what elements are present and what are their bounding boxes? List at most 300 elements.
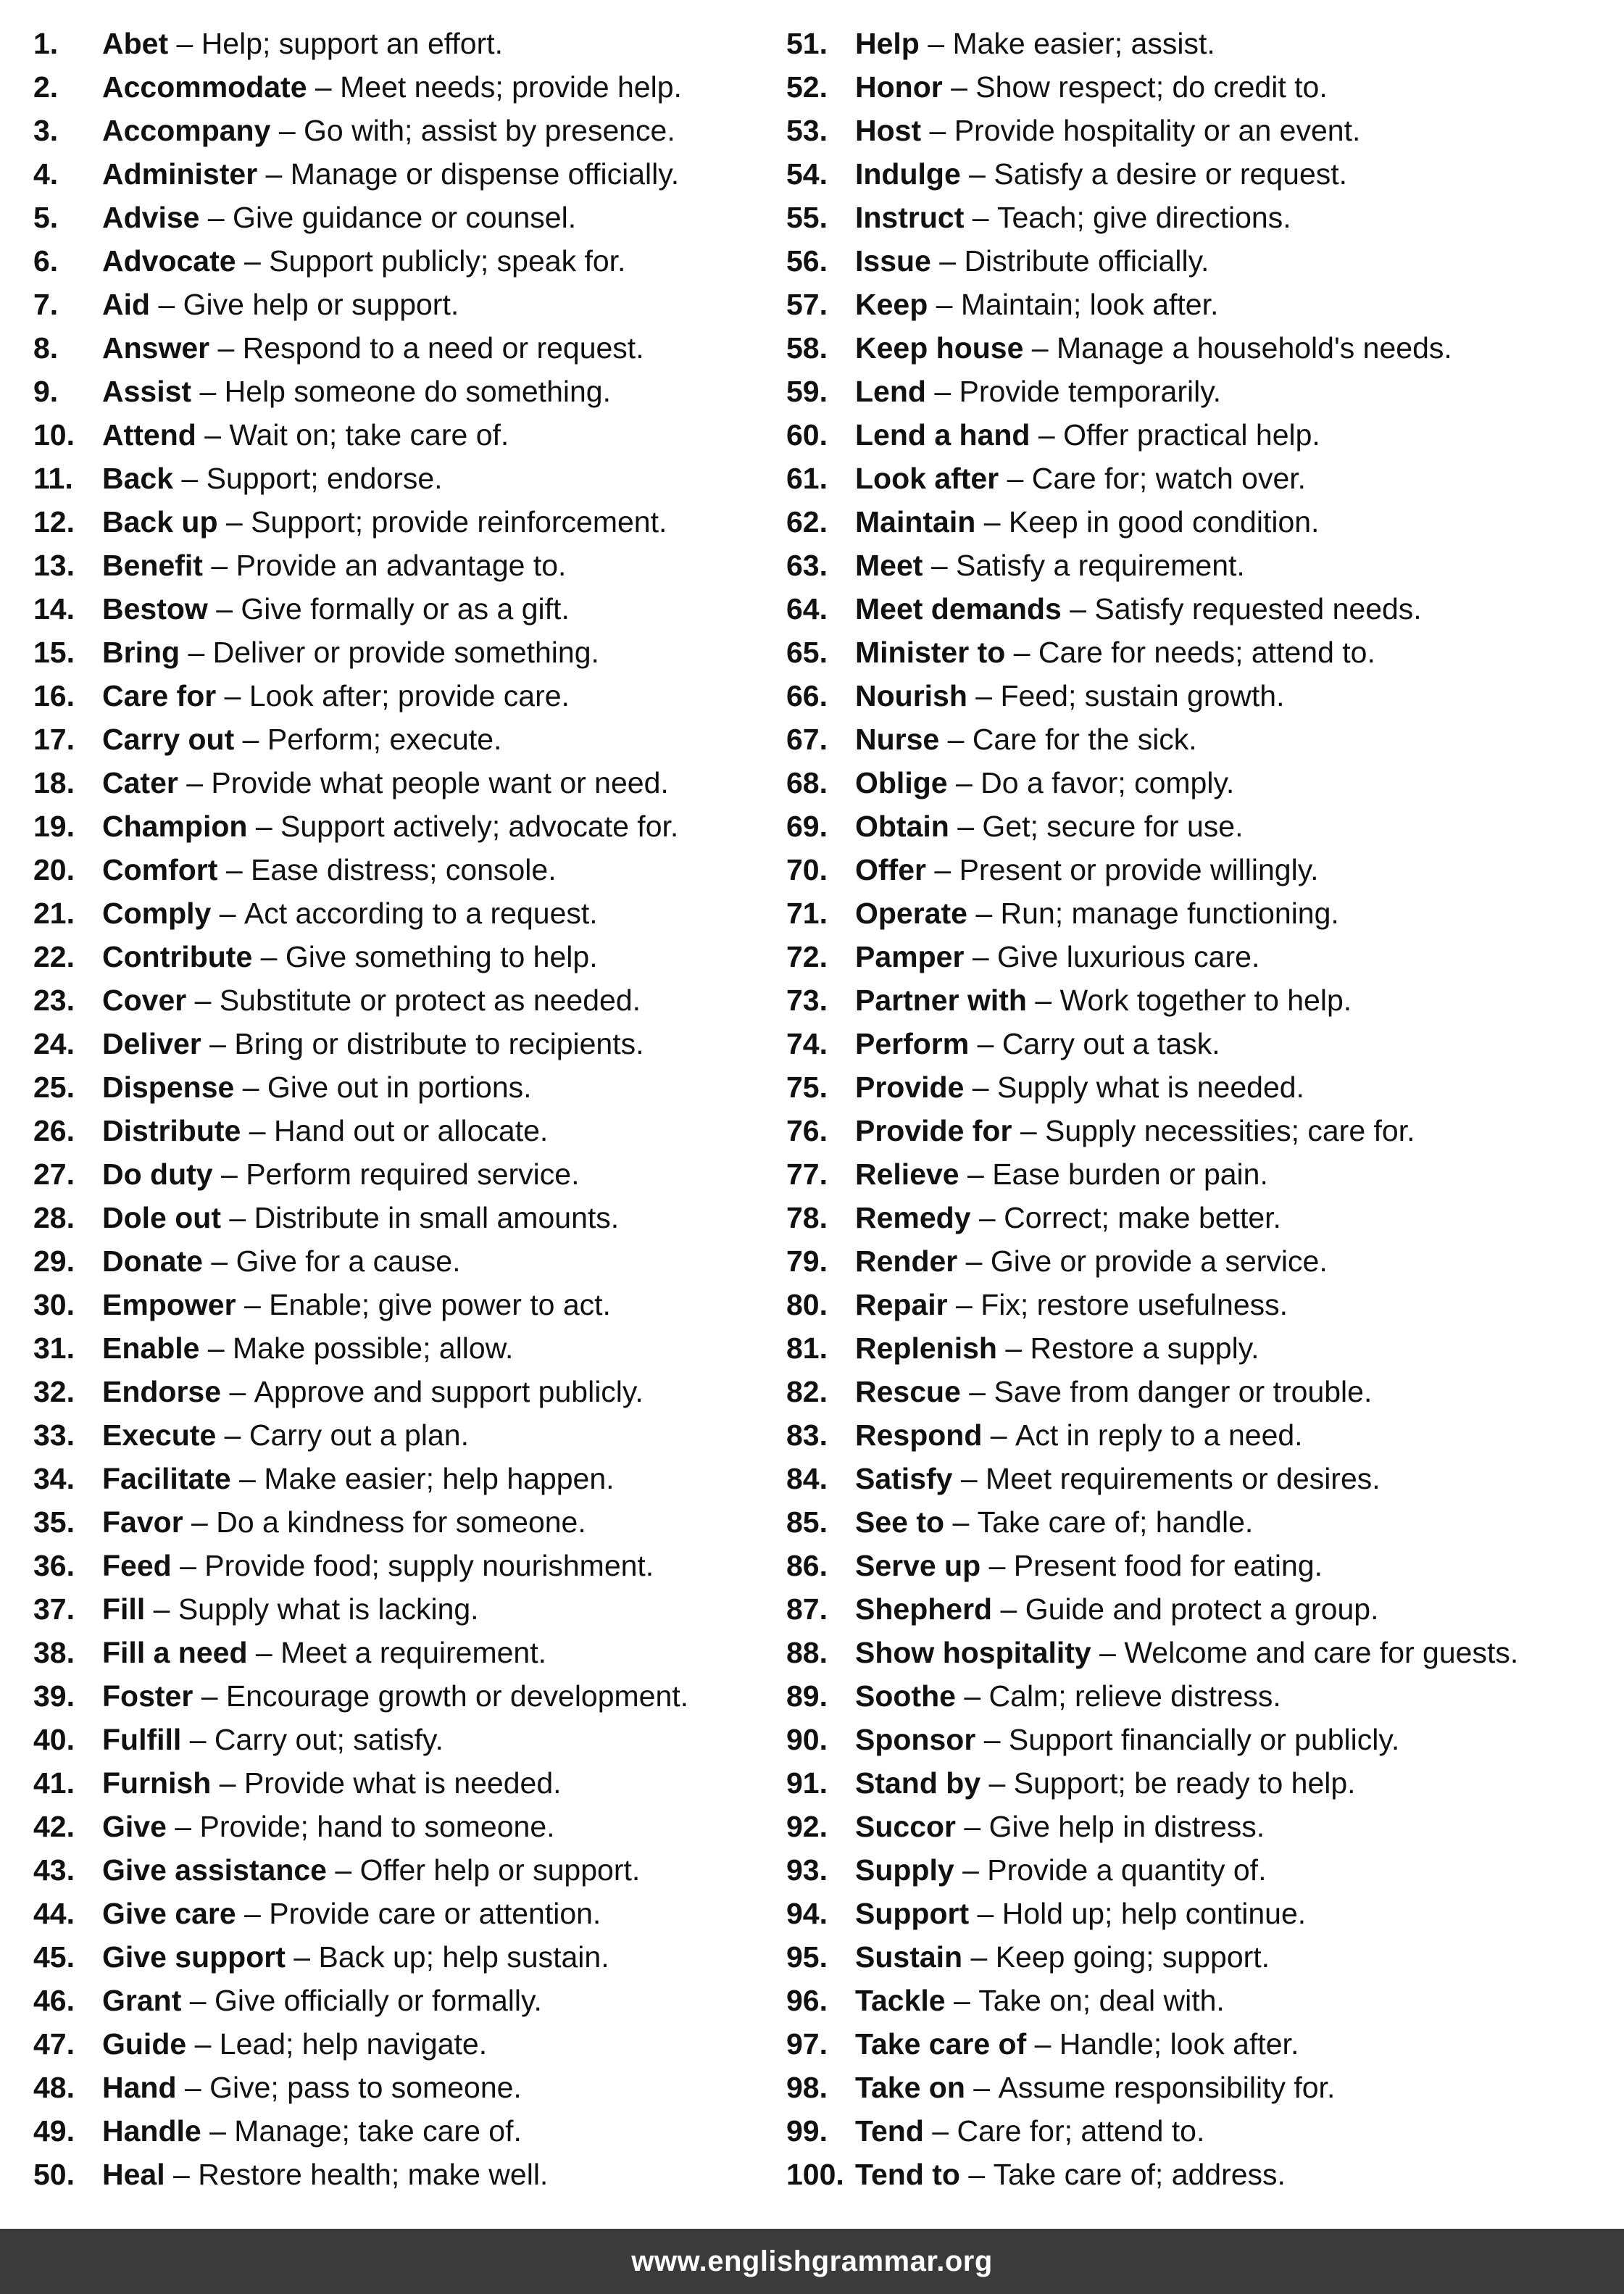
- item-separator: –: [999, 462, 1032, 495]
- list-item: [786, 283, 1624, 326]
- word-list: [0, 22, 1624, 2203]
- item-word: Lend a hand: [855, 418, 1030, 452]
- item-separator: –: [952, 1462, 986, 1495]
- item-word: Take on: [855, 2071, 965, 2104]
- item-definition: Give formally or as a gift.: [241, 592, 570, 626]
- item-separator: –: [964, 201, 997, 234]
- item-number: 3.: [33, 114, 59, 147]
- item-word: Advise: [102, 201, 200, 234]
- item-definition: Give officially or formally.: [214, 1984, 542, 2017]
- item-number: 60.: [786, 418, 828, 452]
- item-number: 28.: [33, 1201, 75, 1234]
- item-separator: –: [178, 766, 212, 799]
- list-item: [786, 413, 1624, 457]
- item-definition: Give something to help.: [285, 940, 598, 973]
- item-separator: –: [171, 1549, 205, 1582]
- item-separator: –: [975, 1723, 1009, 1756]
- item-number: 95.: [786, 1940, 828, 1974]
- item-number: 71.: [786, 897, 828, 930]
- list-item: [786, 1979, 1624, 2022]
- item-word: Cater: [102, 766, 178, 799]
- list-item: [33, 22, 773, 65]
- item-separator: –: [201, 1027, 235, 1060]
- item-word: Feed: [102, 1549, 172, 1582]
- item-word: Soothe: [855, 1679, 956, 1713]
- item-separator: –: [923, 549, 957, 582]
- item-separator: –: [199, 1331, 233, 1365]
- item-definition: Offer practical help.: [1063, 418, 1320, 452]
- list-item: [33, 1500, 773, 1544]
- list-item: [786, 892, 1624, 935]
- item-separator: –: [216, 1418, 249, 1452]
- item-separator: –: [1091, 1636, 1125, 1669]
- item-word: Meet demands: [855, 592, 1062, 626]
- item-number: 40.: [33, 1723, 75, 1756]
- item-word: Supply: [855, 1853, 954, 1887]
- list-item: [786, 544, 1624, 587]
- item-word: Repair: [855, 1288, 948, 1321]
- item-number: 33.: [33, 1418, 75, 1452]
- item-definition: Deliver or provide something.: [212, 636, 599, 669]
- item-word: Abet: [102, 27, 169, 60]
- item-separator: –: [962, 1940, 996, 1974]
- item-separator: –: [1061, 592, 1095, 626]
- item-word: Heal: [102, 2158, 165, 2191]
- list-item: [33, 413, 773, 457]
- list-item: [33, 1892, 773, 1935]
- list-item: [33, 1239, 773, 1283]
- item-number: 99.: [786, 2114, 828, 2148]
- list-item: [33, 1674, 773, 1718]
- item-definition: Carry out; satisfy.: [214, 1723, 444, 1756]
- item-definition: Care for; watch over.: [1031, 462, 1307, 495]
- item-word: Advocate: [102, 244, 236, 278]
- item-number: 81.: [786, 1331, 828, 1365]
- item-word: Accommodate: [102, 70, 307, 104]
- item-definition: Show respect; do credit to.: [975, 70, 1328, 104]
- item-word: Fill a need: [102, 1636, 248, 1669]
- item-number: 68.: [786, 766, 828, 799]
- item-number: 63.: [786, 549, 828, 582]
- item-separator: –: [230, 1462, 265, 1495]
- item-word: Stand by: [855, 1766, 981, 1800]
- item-number: 12.: [33, 505, 75, 539]
- item-definition: Offer help or support.: [359, 1853, 641, 1887]
- item-word: Sponsor: [855, 1723, 976, 1756]
- item-word: Favor: [102, 1505, 183, 1539]
- item-definition: Manage a household's needs.: [1056, 331, 1452, 365]
- item-separator: –: [955, 1679, 989, 1713]
- list-item: [33, 239, 773, 283]
- list-item: [786, 587, 1624, 631]
- item-definition: Back up; help sustain.: [318, 1940, 609, 1974]
- list-item: [33, 1631, 773, 1674]
- item-number: 34.: [33, 1462, 75, 1495]
- item-word: Facilitate: [102, 1462, 231, 1495]
- item-word: Look after: [855, 462, 999, 495]
- item-word: Execute: [102, 1418, 217, 1452]
- item-number: 58.: [786, 331, 828, 365]
- item-separator: –: [925, 375, 959, 408]
- list-item: [786, 1283, 1624, 1326]
- item-number: 83.: [786, 1418, 828, 1452]
- item-number: 78.: [786, 1201, 828, 1234]
- item-number: 4.: [33, 157, 59, 191]
- item-definition: Give or provide a service.: [990, 1244, 1328, 1278]
- list-item: [33, 674, 773, 718]
- item-number: 94.: [786, 1897, 828, 1930]
- item-separator: –: [965, 2071, 999, 2104]
- list-item: [786, 631, 1624, 674]
- item-definition: Ease distress; console.: [251, 853, 557, 886]
- item-number: 73.: [786, 984, 828, 1017]
- item-definition: Perform required service.: [246, 1158, 580, 1191]
- item-definition: Do a kindness for someone.: [216, 1505, 586, 1539]
- item-number: 64.: [786, 592, 828, 626]
- item-definition: Give luxurious care.: [997, 940, 1260, 973]
- list-item: [33, 1196, 773, 1239]
- list-item: [786, 848, 1624, 892]
- item-word: Perform: [855, 1027, 970, 1060]
- item-separator: –: [1005, 636, 1038, 669]
- item-word: Deliver: [102, 1027, 201, 1060]
- item-definition: Help someone do something.: [224, 375, 611, 408]
- item-separator: –: [173, 462, 207, 495]
- list-item: [786, 500, 1624, 544]
- word-list-column-left: [33, 22, 773, 2196]
- item-definition: Enable; give power to act.: [269, 1288, 611, 1321]
- item-word: Keep: [855, 288, 928, 321]
- item-number: 65.: [786, 636, 828, 669]
- item-definition: Keep in good condition.: [1008, 505, 1320, 539]
- list-item: [33, 1761, 773, 1805]
- list-item: [786, 761, 1624, 805]
- list-item: [786, 1805, 1624, 1848]
- item-number: 27.: [33, 1158, 75, 1191]
- list-item: [786, 1239, 1624, 1283]
- item-number: 17.: [33, 723, 75, 756]
- item-word: Satisfy: [855, 1462, 953, 1495]
- item-number: 11.: [33, 462, 73, 495]
- list-item: [786, 1761, 1624, 1805]
- item-number: 14.: [33, 592, 75, 626]
- item-word: Handle: [102, 2114, 201, 2148]
- item-separator: –: [180, 636, 213, 669]
- item-separator: –: [211, 1766, 244, 1800]
- item-separator: –: [960, 1375, 994, 1408]
- item-word: Host: [855, 114, 922, 147]
- item-definition: Provide; hand to someone.: [199, 1810, 555, 1843]
- list-item: [33, 370, 773, 413]
- item-definition: Support; be ready to help.: [1013, 1766, 1356, 1800]
- item-word: Back: [102, 462, 174, 495]
- item-word: Meet: [855, 549, 923, 582]
- item-separator: –: [928, 288, 961, 321]
- item-separator: –: [181, 1984, 215, 2017]
- item-definition: Provide an advantage to.: [236, 549, 567, 582]
- item-separator: –: [969, 1897, 1002, 1930]
- list-item: [786, 1544, 1624, 1587]
- list-item: [33, 544, 773, 587]
- item-separator: –: [1030, 418, 1064, 452]
- item-number: 8.: [33, 331, 59, 365]
- item-word: Provide for: [855, 1114, 1012, 1147]
- item-definition: Give help in distress.: [988, 1810, 1265, 1843]
- item-separator: –: [186, 984, 220, 1017]
- item-separator: –: [954, 1853, 988, 1887]
- item-definition: Take care of; address.: [993, 2158, 1286, 2191]
- item-definition: Carry out a plan.: [249, 1418, 469, 1452]
- footer-bar: [0, 2229, 1624, 2294]
- list-item: [33, 587, 773, 631]
- item-separator: –: [964, 940, 998, 973]
- item-definition: Take on; deal with.: [978, 1984, 1225, 2017]
- item-word: Attend: [102, 418, 196, 452]
- item-number: 82.: [786, 1375, 828, 1408]
- item-separator: –: [181, 1723, 215, 1756]
- item-definition: Help; support an effort.: [201, 27, 504, 60]
- item-number: 21.: [33, 897, 75, 930]
- item-separator: –: [980, 1549, 1014, 1582]
- list-item: [33, 1979, 773, 2022]
- item-number: 44.: [33, 1897, 75, 1930]
- item-number: 96.: [786, 1984, 828, 2017]
- item-number: 38.: [33, 1636, 75, 1669]
- item-definition: Hand out or allocate.: [273, 1114, 549, 1147]
- item-word: Sustain: [855, 1940, 963, 1974]
- list-item: [33, 978, 773, 1022]
- item-number: 77.: [786, 1158, 828, 1191]
- item-number: 13.: [33, 549, 75, 582]
- list-item: [33, 326, 773, 370]
- list-item: [33, 935, 773, 978]
- list-item: [786, 1631, 1624, 1674]
- word-list-column-right: [786, 22, 1624, 2196]
- list-item: [33, 1326, 773, 1370]
- item-definition: Care for needs; attend to.: [1038, 636, 1375, 669]
- item-word: Give care: [102, 1897, 236, 1930]
- item-number: 39.: [33, 1679, 75, 1713]
- list-item: [786, 978, 1624, 1022]
- list-item: [786, 1457, 1624, 1500]
- item-definition: Feed; sustain growth.: [1000, 679, 1285, 712]
- item-word: Nurse: [855, 723, 940, 756]
- list-item: [786, 1065, 1624, 1109]
- list-item: [786, 2109, 1624, 2153]
- item-word: Nourish: [855, 679, 967, 712]
- item-number: 48.: [33, 2071, 75, 2104]
- list-item: [33, 196, 773, 239]
- item-separator: –: [176, 2071, 210, 2104]
- list-item: [786, 1674, 1624, 1718]
- item-definition: Provide a quantity of.: [987, 1853, 1267, 1887]
- item-separator: –: [247, 810, 281, 843]
- list-item: [786, 457, 1624, 500]
- list-item: [33, 718, 773, 761]
- item-separator: –: [236, 244, 270, 278]
- list-item: [786, 239, 1624, 283]
- item-word: Give: [102, 1810, 167, 1843]
- item-word: Accompany: [102, 114, 271, 147]
- item-number: 42.: [33, 1810, 75, 1843]
- item-number: 86.: [786, 1549, 828, 1582]
- item-number: 52.: [786, 70, 828, 104]
- item-number: 72.: [786, 940, 828, 973]
- item-definition: Supply what is needed.: [996, 1071, 1304, 1104]
- item-definition: Give help or support.: [183, 288, 459, 321]
- item-definition: Satisfy a requirement.: [956, 549, 1245, 582]
- item-definition: Support actively; advocate for.: [280, 810, 679, 843]
- item-word: Provide: [855, 1071, 965, 1104]
- item-word: Enable: [102, 1331, 200, 1365]
- item-word: Give assistance: [102, 1853, 327, 1887]
- item-definition: Support; provide reinforcement.: [251, 505, 667, 539]
- item-number: 59.: [786, 375, 828, 408]
- item-number: 19.: [33, 810, 75, 843]
- item-separator: –: [969, 1027, 1002, 1060]
- item-separator: –: [183, 1505, 217, 1539]
- item-definition: Act in reply to a need.: [1015, 1418, 1303, 1452]
- item-separator: –: [307, 70, 341, 104]
- list-item: [786, 152, 1624, 196]
- item-number: 79.: [786, 1244, 828, 1278]
- item-definition: Care for the sick.: [972, 723, 1197, 756]
- item-number: 89.: [786, 1679, 828, 1713]
- list-item: [786, 109, 1624, 152]
- list-item: [786, 1196, 1624, 1239]
- item-number: 85.: [786, 1505, 828, 1539]
- item-separator: –: [956, 1810, 989, 1843]
- item-separator: –: [236, 1288, 270, 1321]
- list-item: [33, 152, 773, 196]
- item-definition: Support financially or publicly.: [1008, 1723, 1400, 1756]
- item-separator: –: [967, 679, 1001, 712]
- item-word: Minister to: [855, 636, 1006, 669]
- list-item: [786, 1152, 1624, 1196]
- item-separator: –: [202, 549, 236, 582]
- list-item: [33, 1022, 773, 1065]
- item-separator: –: [234, 1071, 267, 1104]
- item-number: 29.: [33, 1244, 75, 1278]
- item-separator: –: [216, 679, 249, 712]
- item-definition: Make easier; assist.: [952, 27, 1215, 60]
- list-item: [33, 1413, 773, 1457]
- item-definition: Provide what people want or need.: [211, 766, 669, 799]
- item-separator: –: [1026, 2027, 1059, 2061]
- item-word: Help: [855, 27, 920, 60]
- item-separator: –: [949, 810, 983, 843]
- item-number: 74.: [786, 1027, 828, 1060]
- item-word: Offer: [855, 853, 926, 886]
- item-word: Fulfill: [102, 1723, 182, 1756]
- list-item: [786, 1848, 1624, 1892]
- list-item: [33, 457, 773, 500]
- item-word: Indulge: [855, 157, 961, 191]
- item-word: Pamper: [855, 940, 965, 973]
- item-number: 37.: [33, 1592, 75, 1626]
- item-word: Maintain: [855, 505, 976, 539]
- item-number: 69.: [786, 810, 828, 843]
- list-item: [33, 2109, 773, 2153]
- item-word: Cover: [102, 984, 187, 1017]
- item-word: Instruct: [855, 201, 965, 234]
- item-definition: Make possible; allow.: [233, 1331, 514, 1365]
- item-number: 36.: [33, 1549, 75, 1582]
- item-word: Do duty: [102, 1158, 213, 1191]
- item-separator: –: [234, 723, 267, 756]
- footer-website-url: www.englishgrammar.org: [631, 2245, 993, 2277]
- item-word: Give support: [102, 1940, 286, 1974]
- item-separator: –: [211, 897, 244, 930]
- item-separator: –: [247, 1636, 281, 1669]
- item-word: Respond: [855, 1418, 983, 1452]
- item-definition: Perform; execute.: [267, 723, 502, 756]
- item-separator: –: [930, 244, 965, 278]
- item-word: Issue: [855, 244, 931, 278]
- item-number: 25.: [33, 1071, 75, 1104]
- item-number: 43.: [33, 1853, 75, 1887]
- item-number: 20.: [33, 853, 75, 886]
- list-item: [33, 65, 773, 109]
- item-separator: –: [996, 1331, 1030, 1365]
- list-item: [33, 1370, 773, 1413]
- item-number: 93.: [786, 1853, 828, 1887]
- item-definition: Provide temporarily.: [959, 375, 1222, 408]
- item-number: 46.: [33, 1984, 75, 2017]
- item-number: 92.: [786, 1810, 828, 1843]
- item-separator: –: [191, 375, 225, 408]
- item-separator: –: [201, 2114, 235, 2148]
- item-separator: –: [967, 897, 1001, 930]
- item-definition: Respond to a need or request.: [242, 331, 644, 365]
- item-definition: Provide hospitality or an event.: [954, 114, 1361, 147]
- item-definition: Supply necessities; care for.: [1045, 1114, 1415, 1147]
- item-separator: –: [326, 1853, 360, 1887]
- item-definition: Distribute officially.: [964, 244, 1209, 278]
- item-word: Fill: [102, 1592, 146, 1626]
- item-separator: –: [925, 853, 959, 886]
- item-word: Empower: [102, 1288, 236, 1321]
- list-item: [786, 1935, 1624, 1979]
- item-definition: Meet requirements or desires.: [986, 1462, 1381, 1495]
- item-word: Lend: [855, 375, 926, 408]
- item-number: 26.: [33, 1114, 75, 1147]
- item-separator: –: [186, 2027, 220, 2061]
- list-item: [33, 1805, 773, 1848]
- item-word: Show hospitality: [855, 1636, 1091, 1669]
- list-item: [33, 1718, 773, 1761]
- item-word: Tend: [855, 2114, 924, 2148]
- item-separator: –: [252, 940, 286, 973]
- list-item: [33, 848, 773, 892]
- item-separator: –: [960, 157, 994, 191]
- item-definition: Keep going; support.: [995, 1940, 1270, 1974]
- item-number: 10.: [33, 418, 75, 452]
- item-word: Comply: [102, 897, 212, 930]
- item-separator: –: [209, 331, 243, 365]
- item-definition: Give; pass to someone.: [209, 2071, 522, 2104]
- item-definition: Do a favor; comply.: [980, 766, 1235, 799]
- item-separator: –: [959, 2158, 994, 2191]
- item-definition: Restore a supply.: [1030, 1331, 1259, 1365]
- item-number: 15.: [33, 636, 75, 669]
- item-number: 50.: [33, 2158, 75, 2191]
- item-separator: –: [207, 592, 241, 626]
- item-number: 49.: [33, 2114, 75, 2148]
- list-item: [33, 283, 773, 326]
- item-definition: Fix; restore usefulness.: [980, 1288, 1288, 1321]
- item-separator: –: [919, 27, 953, 60]
